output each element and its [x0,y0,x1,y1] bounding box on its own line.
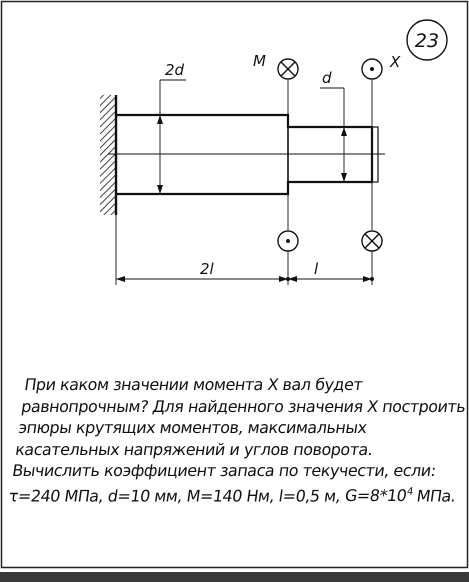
dimension-lengths [116,194,374,285]
problem-statement [7,374,467,506]
given-G [344,486,414,505]
label-2d: 2d [165,61,185,79]
dimension-d [320,69,347,182]
given-G-base: G=8*10 [343,485,408,505]
given-d: d=10 мм, [106,485,184,505]
fixed-support [100,95,116,215]
label-M: M [253,52,266,70]
problem-number-badge [407,20,447,60]
label-2l: 2l [200,260,214,278]
problem-line-5: Вычислить коэффициент запаса по текучести, если: [11,461,438,480]
given-tau: τ=240 МПа, [7,485,105,505]
shaft [108,115,385,194]
label-l: l [314,260,319,278]
given-G-unit: МПа. [415,485,457,505]
label-d: d [322,69,332,87]
problem-line-3: эпюры крутящих моментов, максимальных [17,418,368,437]
moment-X-bottom [362,182,382,285]
problem-line-4: касательных напряжений и углов поворота. [14,439,374,459]
bottom-bar [0,572,469,582]
given-M: M=140 Нм, [185,485,276,505]
moment-X [362,53,401,127]
problem-number: 23 [414,30,440,52]
problem-line-2: равнопрочным? Для найденного значения X построить [20,396,467,416]
dimension-2d [157,61,186,194]
label-X: X [390,53,401,71]
problem-line-1: При каком значении момента X вал будет [23,375,364,394]
given-G-exponent: 4 [406,486,414,498]
moment-M-bottom [278,194,298,285]
given-values [7,482,457,507]
given-l: l=0,5 м, [277,485,342,505]
